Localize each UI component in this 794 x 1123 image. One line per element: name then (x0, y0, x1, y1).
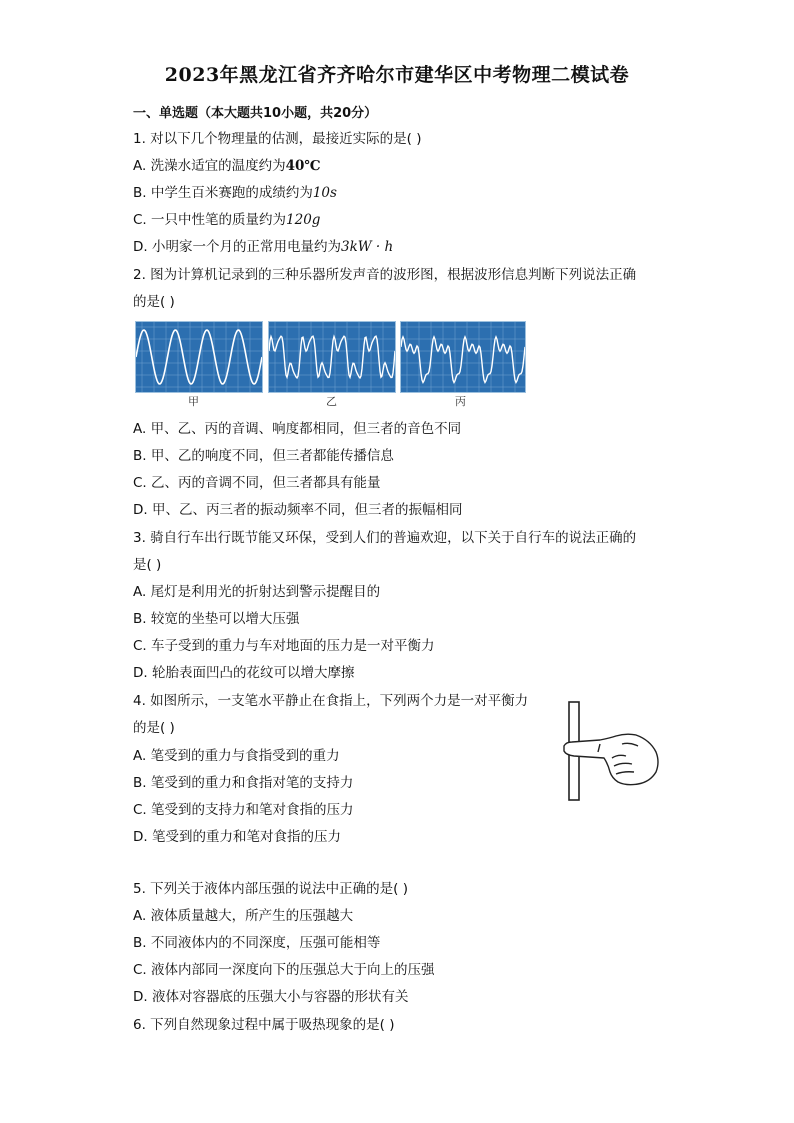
waveform-yi-figure (268, 321, 396, 393)
q1-option-b (133, 184, 337, 202)
q2-option-c: C. 乙、丙的音调不同，但三者都具有能量 (133, 475, 381, 491)
q1-option-a (133, 157, 321, 175)
q4-option-b: B. 笔受到的重力和食指对笔的支持力 (133, 775, 354, 791)
waveform-label-jia: 甲 (188, 395, 199, 407)
q1-option-d (133, 238, 393, 256)
q2-option-a: A. 甲、乙、丙的音调、响度都相同，但三者的音色不同 (133, 421, 462, 437)
q1-option-a-value: 40℃ (285, 158, 321, 174)
q2-option-d: D. 甲、乙、丙三者的振动频率不同，但三者的振幅相同 (133, 502, 463, 518)
q1-option-d-text: D. 小明家一个月的正常用电量约为 (133, 239, 341, 255)
waveform-bing-figure (400, 321, 526, 393)
q3-option-d: D. 轮胎表面凹凸的花纹可以增大摩擦 (133, 665, 355, 681)
pen-on-finger-figure (560, 700, 670, 805)
q5-option-b: B. 不同液体内的不同深度，压强可能相等 (133, 935, 381, 951)
q3-stem-line2: 是( ) (133, 557, 162, 573)
q1-option-b-text: B. 中学生百米赛跑的成绩约为 (133, 185, 313, 201)
q4-stem-line1: 4. 如图所示，一支笔水平静止在食指上，下列两个力是一对平衡力 (133, 693, 529, 709)
q5-option-a: A. 液体质量越大，所产生的压强越大 (133, 908, 354, 924)
section-heading: 一、单选题（本大题共10小题，共20分） (133, 106, 378, 121)
waveform-bing-svg (401, 322, 525, 392)
q5-option-c: C. 液体内部同一深度向下的压强总大于向上的压强 (133, 962, 435, 978)
q1-option-b-value: 10s (312, 185, 337, 201)
waveform-label-yi: 乙 (326, 395, 337, 407)
q5-option-d: D. 液体对容器底的压强大小与容器的形状有关 (133, 989, 409, 1005)
pen-on-finger-svg (560, 700, 670, 805)
q4-option-a: A. 笔受到的重力与食指受到的重力 (133, 748, 340, 764)
waveform-jia-svg (136, 322, 262, 392)
q1-option-a-text: A. 洗澡水适宜的温度约为 (133, 158, 286, 174)
q4-option-d: D. 笔受到的重力和笔对食指的压力 (133, 829, 341, 845)
q1-option-c-text: C. 一只中性笔的质量约为 (133, 212, 287, 228)
q1-stem: 1. 对以下几个物理量的估测，最接近实际的是( ) (133, 131, 422, 147)
q3-option-b: B. 较宽的坐垫可以增大压强 (133, 611, 300, 627)
q2-option-b: B. 甲、乙的响度不同，但三者都能传播信息 (133, 448, 394, 464)
q3-option-a: A. 尾灯是利用光的折射达到警示提醒目的 (133, 584, 381, 600)
q1-option-c (133, 211, 320, 229)
q3-option-c: C. 车子受到的重力与车对地面的压力是一对平衡力 (133, 638, 435, 654)
waveform-label-bing: 丙 (455, 395, 466, 407)
q4-option-c: C. 笔受到的支持力和笔对食指的压力 (133, 802, 354, 818)
q1-option-c-value: 120g (286, 212, 321, 228)
page-title: 2023年黑龙江省齐齐哈尔市建华区中考物理二模试卷 (164, 64, 630, 86)
q1-option-d-value: 3kW · h (340, 239, 394, 255)
q5-stem: 5. 下列关于液体内部压强的说法中正确的是( ) (133, 881, 408, 897)
q2-stem-line2: 的是( ) (133, 294, 175, 310)
q6-stem: 6. 下列自然现象过程中属于吸热现象的是( ) (133, 1017, 395, 1033)
q3-stem-line1: 3. 骑自行车出行既节能又环保，受到人们的普遍欢迎，以下关于自行车的说法正确的 (133, 530, 637, 546)
waveform-yi-svg (269, 322, 395, 392)
q2-stem-line1: 2. 图为计算机记录到的三种乐器所发声音的波形图，根据波形信息判断下列说法正确 (133, 267, 637, 283)
waveform-jia-figure (135, 321, 263, 393)
q4-stem-line2: 的是( ) (133, 720, 175, 736)
